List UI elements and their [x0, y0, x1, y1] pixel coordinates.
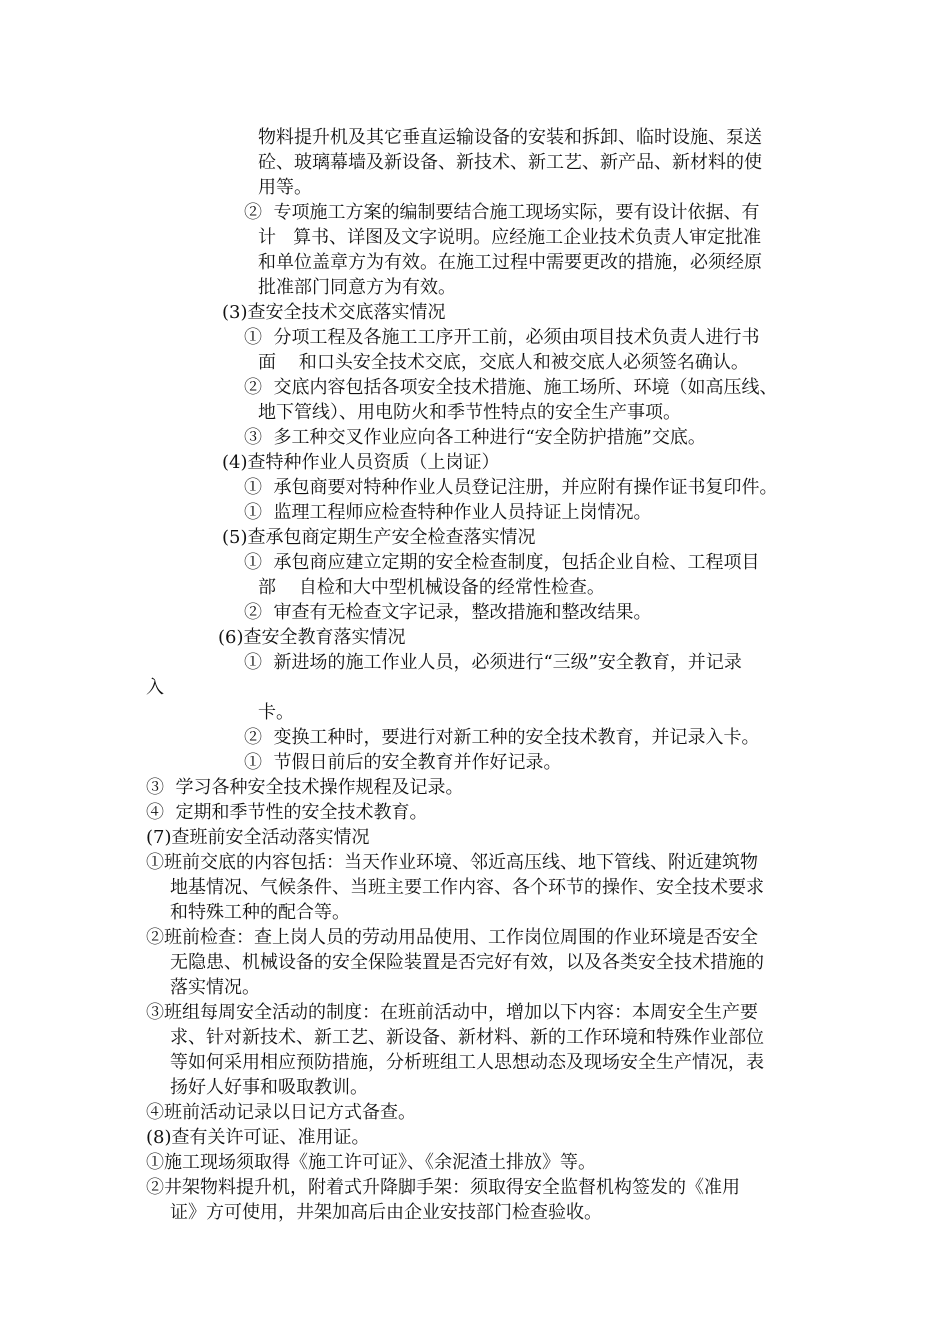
text-line: 落实情况。 [170, 977, 260, 998]
text-line: ② 专项施工方案的编制要结合施工现场实际，要有设计依据、有 [244, 202, 760, 223]
section-heading: (5)查承包商定期生产安全检查落实情况 [222, 527, 536, 548]
text-line: ③ 多工种交叉作业应向各工种进行“安全防护措施”交底。 [244, 427, 706, 448]
text-line: 砼、玻璃幕墙及新设备、新技术、新工艺、新产品、新材料的使 [258, 152, 762, 173]
text-line: 卡。 [258, 702, 294, 723]
section-heading: (8)查有关许可证、准用证。 [146, 1127, 370, 1148]
text-line: ② 审查有无检查文字记录，整改措施和整改结果。 [244, 602, 652, 623]
text-line: ④班前活动记录以日记方式备查。 [146, 1102, 416, 1123]
text-line: ① 承包商应建立定期的安全检查制度，包括企业自检、工程项目 [244, 552, 760, 573]
section-heading: (6)查安全教育落实情况 [218, 627, 406, 648]
text-line: 求、针对新技术、新工艺、新设备、新材料、新的工作环境和特殊作业部位 [170, 1027, 764, 1048]
text-line: 入 [146, 677, 164, 698]
text-line: 地下管线）、用电防火和季节性特点的安全生产事项。 [258, 402, 681, 423]
text-line: ①班前交底的内容包括：当天作业环境、邻近高压线、地下管线、附近建筑物 [146, 852, 758, 873]
text-line: 证》方可使用，井架加高后由企业安技部门检查验收。 [170, 1202, 602, 1223]
text-line: 物料提升机及其它垂直运输设备的安装和拆卸、临时设施、泵送 [258, 127, 762, 148]
text-line: 和单位盖章方为有效。在施工过程中需要更改的措施，必须经原 [258, 252, 762, 273]
text-line: ② 变换工种时，要进行对新工种的安全技术教育，并记录入卡。 [244, 727, 760, 748]
text-line: 和特殊工种的配合等。 [170, 902, 350, 923]
section-heading: (4)查特种作业人员资质（上岗证） [222, 452, 500, 473]
text-line: ① 监理工程师应检查特种作业人员持证上岗情况。 [244, 502, 652, 523]
text-line: ② 交底内容包括各项安全技术措施、施工场所、环境（如高压线、 [244, 377, 778, 398]
text-line: ① 分项工程及各施工工序开工前，必须由项目技术负责人进行书 [244, 327, 760, 348]
text-line: 计 算书、详图及文字说明。应经施工企业技术负责人审定批准 [258, 227, 762, 248]
text-line: 无隐患、机械设备的安全保险装置是否完好有效，以及各类安全技术措施的 [170, 952, 764, 973]
section-heading: (7)查班前安全活动落实情况 [146, 827, 370, 848]
text-line: ③ 学习各种安全技术操作规程及记录。 [146, 777, 464, 798]
text-line: ③班组每周安全活动的制度：在班前活动中，增加以下内容：本周安全生产要 [146, 1002, 758, 1023]
text-line: 面 和口头安全技术交底，交底人和被交底人必须签名确认。 [258, 352, 749, 373]
text-line: 部 自检和大中型机械设备的经常性检查。 [258, 577, 605, 598]
text-line: ④ 定期和季节性的安全技术教育。 [146, 802, 428, 823]
text-line: ②井架物料提升机，附着式升降脚手架：须取得安全监督机构签发的《准用 [146, 1177, 740, 1198]
text-line: 用等。 [258, 177, 312, 198]
text-line: 等如何采用相应预防措施，分析班组工人思想动态及现场安全生产情况，表 [170, 1052, 764, 1073]
section-heading: (3)查安全技术交底落实情况 [222, 302, 446, 323]
text-line: 地基情况、气候条件、当班主要工作内容、各个环节的操作、安全技术要求 [170, 877, 764, 898]
text-line: ①施工现场须取得《施工许可证》、《余泥渣土排放》等。 [146, 1152, 596, 1173]
text-line: 批准部门同意方为有效。 [258, 277, 456, 298]
text-line: 扬好人好事和吸取教训。 [170, 1077, 368, 1098]
text-line: ②班前检查：查上岗人员的劳动用品使用、工作岗位周围的作业环境是否安全 [146, 927, 758, 948]
text-line: ① 承包商要对特种作业人员登记注册，并应附有操作证书复印件。 [244, 477, 778, 498]
text-line: ① 节假日前后的安全教育并作好记录。 [244, 752, 562, 773]
text-line: ① 新进场的施工作业人员，必须进行“三级”安全教育，并记录 [244, 652, 742, 673]
